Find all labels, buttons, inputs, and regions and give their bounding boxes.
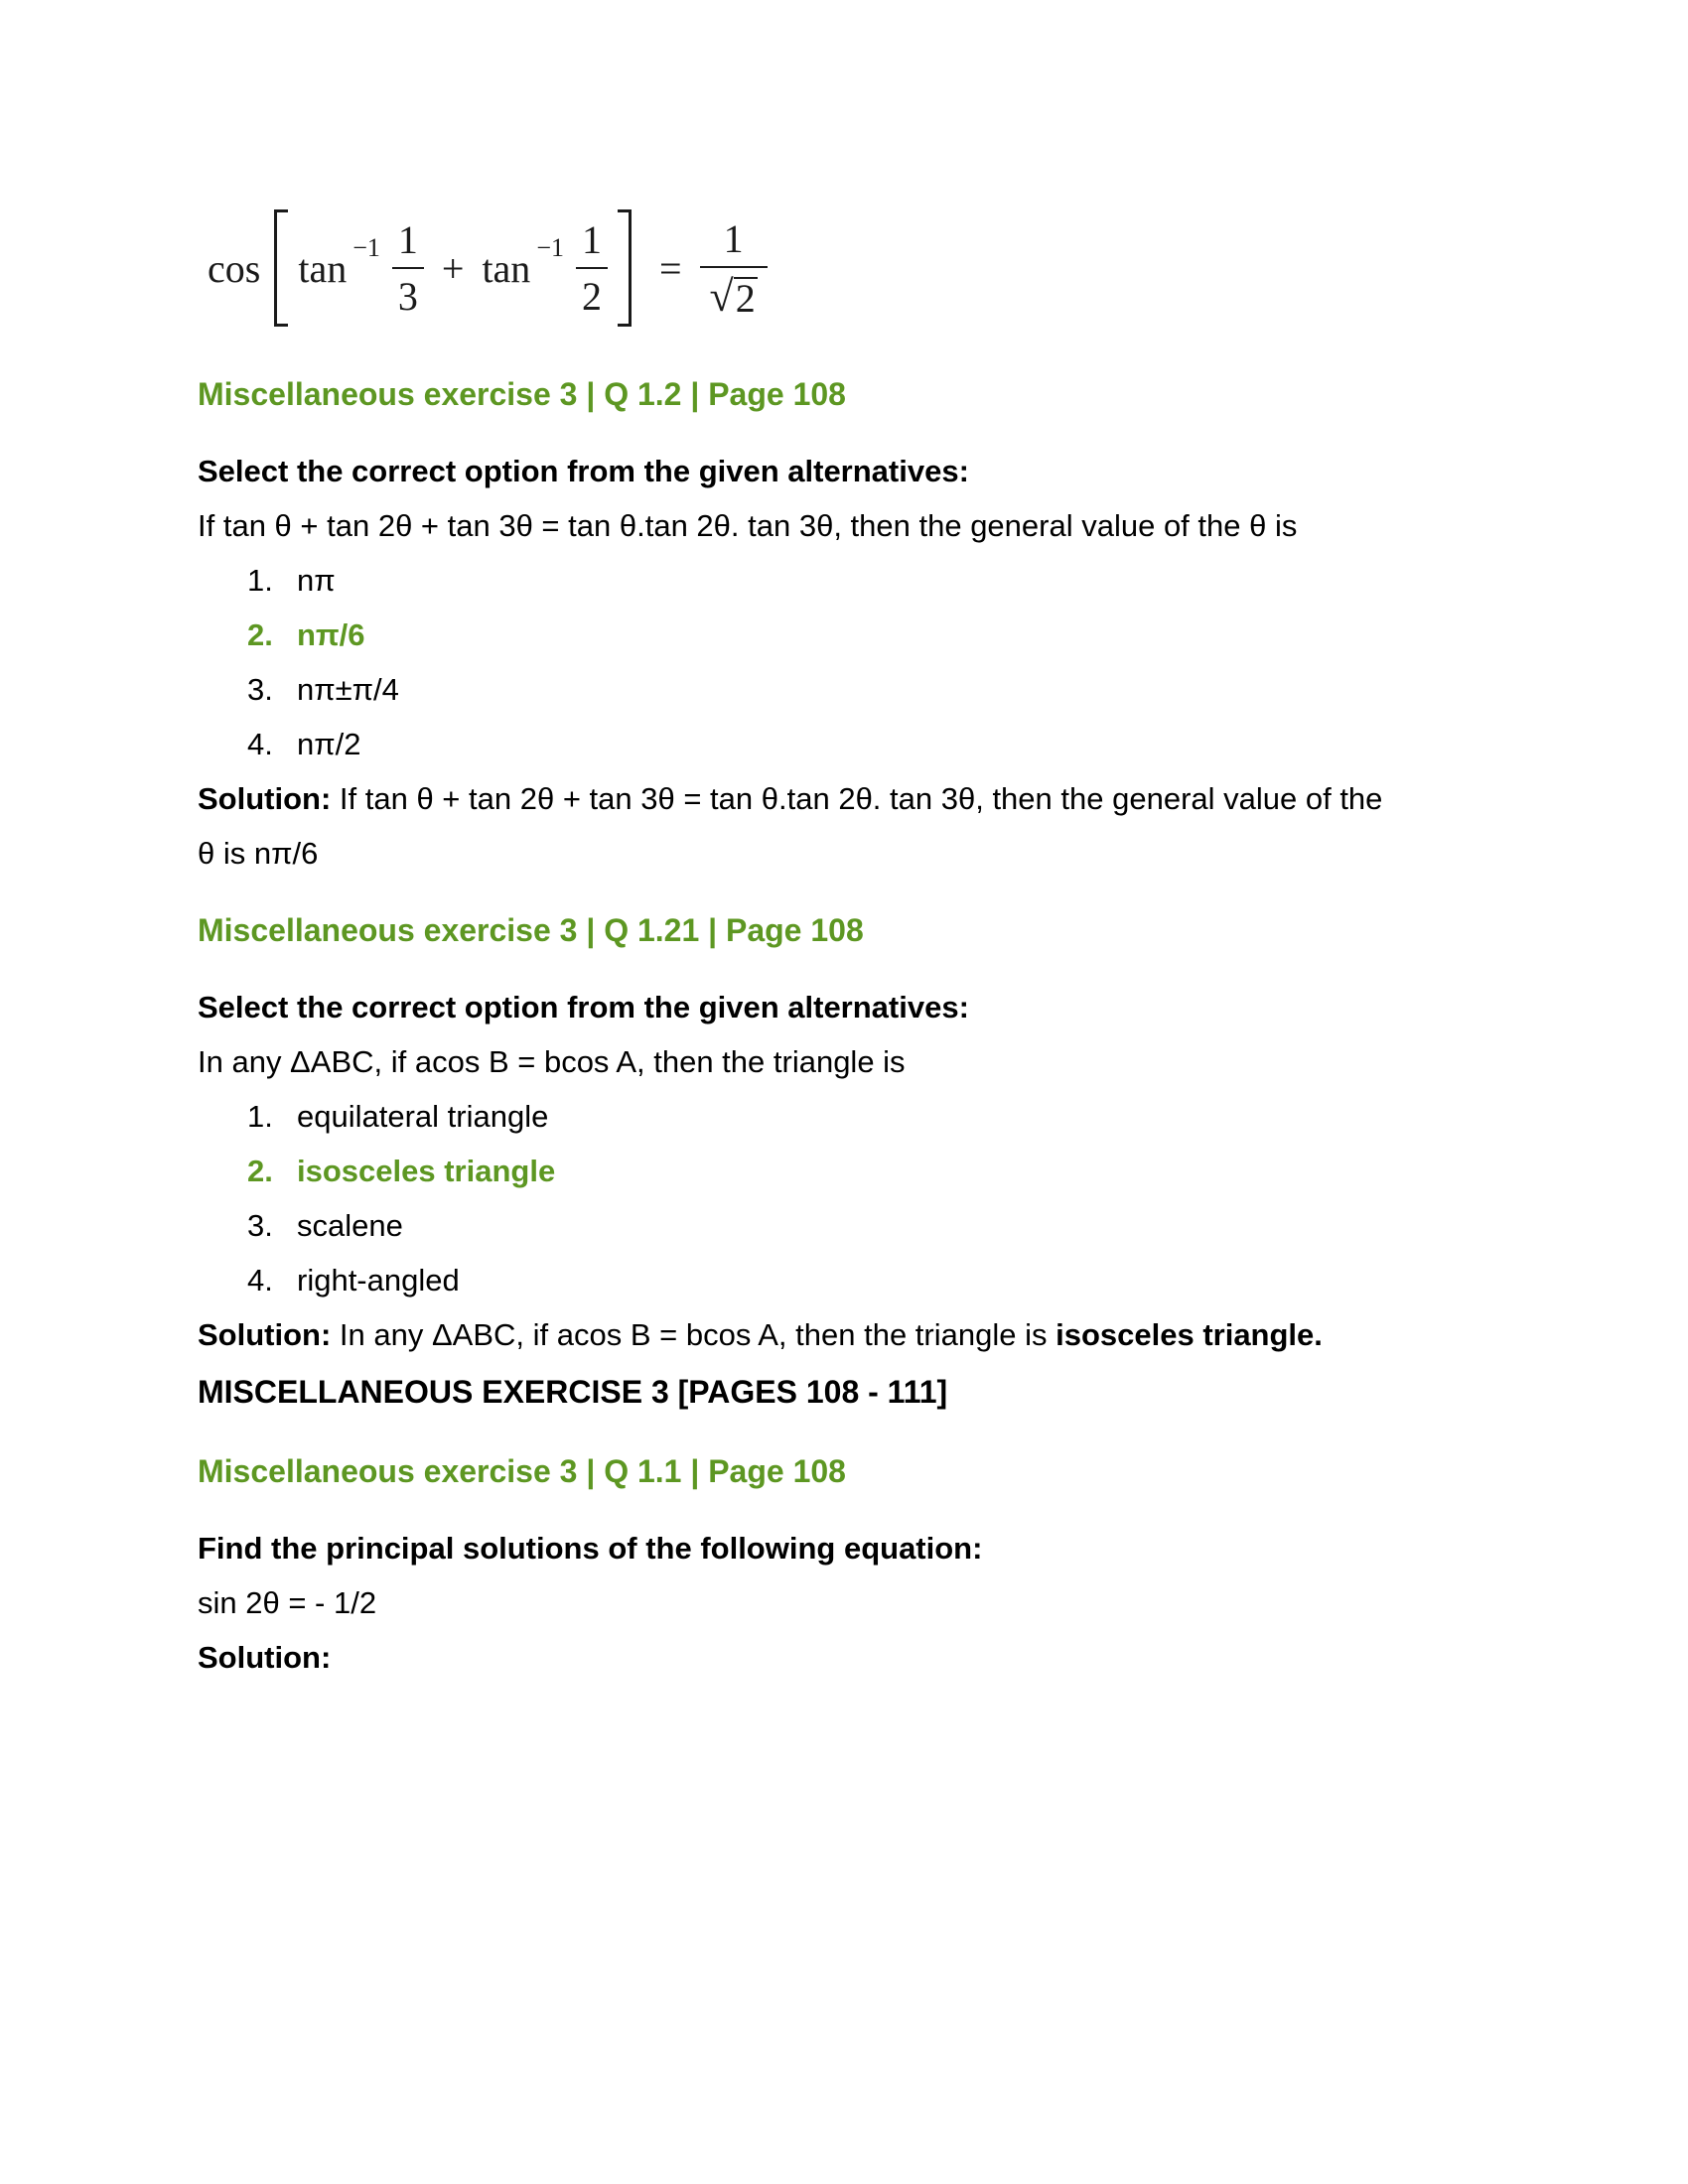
fraction-numerator: 1 xyxy=(581,217,602,262)
solution-label: Solution: xyxy=(198,1317,332,1352)
option-item xyxy=(247,1089,1508,1144)
question-heading-link[interactable]: Miscellaneous exercise 3 | Q 1.1 | Page 108 xyxy=(198,1453,846,1489)
question-heading-link[interactable]: Miscellaneous exercise 3 | Q 1.2 | Page 108 xyxy=(198,376,846,412)
option-item-correct xyxy=(247,608,1508,662)
question-2 xyxy=(198,903,1508,1420)
option-number: 2. xyxy=(247,617,273,652)
option-text: isosceles triangle xyxy=(297,1154,556,1188)
option-text: nπ/6 xyxy=(297,617,365,652)
formula-equals: = xyxy=(658,245,682,291)
question-prompt: Select the correct option from the given alternatives: xyxy=(198,990,969,1024)
solution-text: If tan θ + tan 2θ + tan 3θ = tan θ.tan 2θ. tan 3θ, then the general value of the xyxy=(331,781,1383,816)
question-text: If tan θ + tan 2θ + tan 3θ = tan θ.tan 2θ. tan 3θ, then the general value of the θ is xyxy=(198,508,1298,543)
fraction-denominator: 2 xyxy=(576,267,608,320)
trig-formula xyxy=(204,204,772,333)
solution-label: Solution: xyxy=(198,1640,332,1675)
option-text: nπ/2 xyxy=(297,727,361,761)
formula-plus: + xyxy=(441,245,465,291)
solution-text: In any ΔABC, if acos B = bcos A, then the triangle is xyxy=(331,1317,1056,1352)
option-number: 1. xyxy=(247,1099,273,1134)
fraction-denominator: 3 xyxy=(392,267,424,320)
option-text: equilateral triangle xyxy=(297,1099,549,1134)
formula-superscript-2: −1 xyxy=(536,233,564,262)
option-text: nπ±π/4 xyxy=(297,672,399,707)
solution-label: Solution: xyxy=(198,781,332,816)
formula-fraction-1 xyxy=(392,216,424,320)
formula-tan-1: tan xyxy=(298,245,348,291)
solution-paragraph xyxy=(198,771,1508,826)
formula-tan-2: tan xyxy=(482,245,531,291)
option-number: 4. xyxy=(247,727,273,761)
option-item-correct xyxy=(247,1144,1508,1198)
option-item xyxy=(247,553,1508,608)
option-item xyxy=(247,1198,1508,1253)
radical-sign: √ xyxy=(709,272,734,321)
option-number: 1. xyxy=(247,563,273,598)
fraction-denominator xyxy=(700,266,768,321)
question-text: In any ΔABC, if acos B = bcos A, then the triangle is xyxy=(198,1044,906,1079)
formula-superscript-1: −1 xyxy=(352,233,380,262)
option-item xyxy=(247,717,1508,771)
solution-answer: isosceles triangle. xyxy=(1055,1317,1323,1352)
option-text: right-angled xyxy=(297,1263,460,1297)
option-number: 2. xyxy=(247,1154,273,1188)
formula-rhs-fraction xyxy=(700,215,768,321)
section-title: MISCELLANEOUS EXERCISE 3 [PAGES 108 - 111] xyxy=(198,1374,948,1410)
question-3 xyxy=(198,1444,1508,1685)
option-number: 3. xyxy=(247,672,273,707)
fraction-numerator: 1 xyxy=(723,216,744,261)
radicand: 2 xyxy=(735,276,756,321)
formula-left-bracket xyxy=(274,209,288,327)
square-root xyxy=(709,272,758,321)
option-text: nπ xyxy=(297,563,336,598)
option-item xyxy=(247,662,1508,717)
solution-paragraph-continued: θ is nπ/6 xyxy=(198,836,319,871)
question-1 xyxy=(198,367,1508,881)
solution-paragraph xyxy=(198,1307,1508,1362)
option-text: scalene xyxy=(297,1208,403,1243)
option-number: 4. xyxy=(247,1263,273,1297)
formula-cos: cos xyxy=(208,245,261,291)
question-prompt: Select the correct option from the given alternatives: xyxy=(198,454,969,488)
question-prompt: Find the principal solutions of the following equation: xyxy=(198,1531,983,1566)
question-heading-link[interactable]: Miscellaneous exercise 3 | Q 1.21 | Page 108 xyxy=(198,912,864,948)
option-item xyxy=(247,1253,1508,1307)
question-text: sin 2θ = - 1/2 xyxy=(198,1585,377,1620)
formula-right-bracket xyxy=(618,209,632,327)
formula-fraction-2 xyxy=(576,216,608,320)
option-number: 3. xyxy=(247,1208,273,1243)
fraction-numerator: 1 xyxy=(397,217,418,262)
